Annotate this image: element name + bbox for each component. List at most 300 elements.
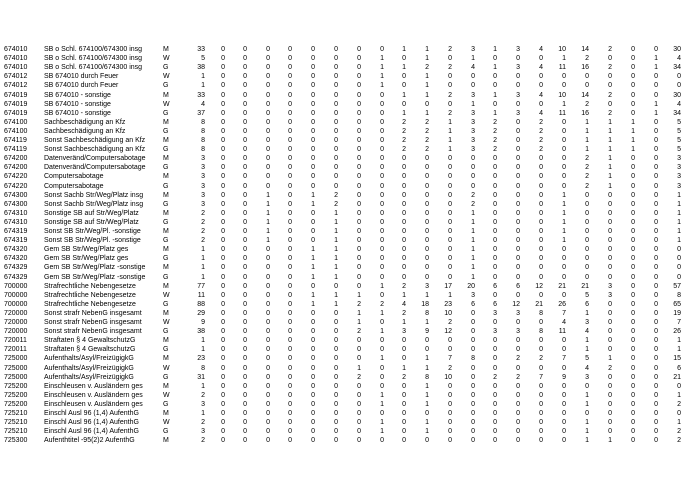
count-cell: 2: [201, 218, 205, 226]
count-cell: 0: [334, 282, 338, 290]
count-cell: 0: [448, 164, 452, 172]
count-cell: 0: [311, 91, 315, 99]
count-cell: 0: [516, 291, 520, 299]
count-cell: 2: [493, 146, 497, 154]
count-cell: 0: [288, 91, 292, 99]
offense-label: Sachbeschädigung an Kfz: [44, 127, 126, 135]
count-cell: 1: [608, 164, 612, 172]
count-cell: 0: [654, 255, 658, 263]
count-cell: 0: [631, 391, 635, 399]
count-cell: 0: [266, 300, 270, 308]
count-cell: 0: [334, 346, 338, 354]
count-cell: 0: [516, 337, 520, 345]
offense-label: Straftaten § 4 GewaltschutzG: [44, 346, 136, 354]
count-cell: 0: [243, 209, 247, 217]
offense-label: Datenveränd/Computersabotage: [44, 164, 146, 172]
offense-label: Gem SB Str/Weg/Platz -sonstige: [44, 264, 146, 272]
count-cell: 0: [425, 182, 429, 190]
count-cell: 0: [516, 410, 520, 417]
count-cell: 1: [677, 191, 681, 199]
count-cell: 0: [243, 55, 247, 63]
count-cell: 0: [311, 437, 315, 445]
count-cell: 0: [493, 246, 497, 254]
table-row: [0, 382, 700, 391]
count-cell: 1: [380, 419, 384, 427]
count-cell: 2: [539, 137, 543, 144]
count-cell: 0: [357, 200, 361, 208]
count-cell: 0: [654, 246, 658, 254]
count-cell: 0: [539, 55, 543, 63]
count-cell: 0: [311, 319, 315, 326]
count-cell: 1: [201, 246, 205, 254]
count-cell: 0: [221, 127, 225, 135]
offense-code: 674119: [4, 137, 27, 144]
count-cell: 0: [608, 73, 612, 81]
count-cell: 0: [357, 355, 361, 363]
count-cell: 0: [221, 137, 225, 144]
count-cell: 0: [516, 155, 520, 163]
count-cell: 0: [631, 164, 635, 172]
count-cell: 0: [425, 200, 429, 208]
count-cell: 0: [654, 91, 658, 99]
count-cell: 0: [493, 82, 497, 90]
count-cell: 0: [311, 64, 315, 72]
count-cell: 0: [266, 364, 270, 372]
count-cell: 0: [539, 255, 543, 263]
count-cell: 0: [402, 173, 406, 181]
count-cell: 0: [311, 182, 315, 190]
count-cell: 0: [539, 264, 543, 272]
count-cell: 1: [562, 191, 566, 199]
count-cell: 1: [654, 100, 658, 108]
count-cell: 0: [221, 328, 225, 336]
count-cell: 0: [631, 364, 635, 372]
count-cell: 0: [221, 146, 225, 154]
count-cell: 1: [562, 55, 566, 63]
count-cell: 0: [334, 309, 338, 317]
count-cell: 1: [311, 191, 315, 199]
offense-label: Datenveränd/Computersabotage: [44, 155, 146, 163]
sex-code: M: [163, 337, 169, 345]
count-cell: 1: [357, 319, 361, 326]
count-cell: 0: [334, 419, 338, 427]
count-cell: 0: [243, 218, 247, 226]
count-cell: 0: [631, 355, 635, 363]
count-cell: 0: [516, 255, 520, 263]
offense-label: Sachbeschädigung an Kfz: [44, 118, 126, 126]
count-cell: 0: [585, 82, 589, 90]
count-cell: 0: [631, 91, 635, 99]
count-cell: 0: [631, 155, 635, 163]
count-cell: 0: [425, 164, 429, 172]
table-row: [0, 354, 700, 363]
count-cell: 0: [221, 173, 225, 181]
count-cell: 0: [539, 209, 543, 217]
count-cell: 1: [493, 64, 497, 72]
count-cell: 5: [677, 137, 681, 144]
count-cell: 0: [493, 391, 497, 399]
count-cell: 0: [516, 182, 520, 190]
count-cell: 0: [357, 209, 361, 217]
count-cell: 0: [334, 400, 338, 408]
count-cell: 0: [221, 264, 225, 272]
count-cell: 0: [448, 155, 452, 163]
count-cell: 2: [585, 173, 589, 181]
count-cell: 0: [288, 182, 292, 190]
count-cell: 1: [402, 291, 406, 299]
count-cell: 0: [380, 237, 384, 245]
count-cell: 0: [266, 282, 270, 290]
count-cell: 0: [357, 55, 361, 63]
count-cell: 1: [608, 137, 612, 144]
count-cell: 0: [493, 191, 497, 199]
offense-code: 674119: [4, 146, 27, 154]
count-cell: 0: [425, 337, 429, 345]
count-cell: 0: [334, 137, 338, 144]
table-row: [0, 100, 700, 109]
count-cell: 0: [334, 146, 338, 154]
count-cell: 0: [471, 328, 475, 336]
count-cell: 0: [402, 391, 406, 399]
count-cell: 2: [448, 364, 452, 372]
count-cell: 0: [493, 55, 497, 63]
count-cell: 0: [402, 410, 406, 417]
count-cell: 0: [471, 400, 475, 408]
count-cell: 0: [288, 118, 292, 126]
count-cell: 3: [516, 328, 520, 336]
offense-label: SB 674010 - sonstige: [44, 100, 111, 108]
count-cell: 0: [402, 428, 406, 436]
count-cell: 0: [562, 137, 566, 144]
count-cell: 0: [493, 100, 497, 108]
count-cell: 37: [197, 109, 205, 117]
count-cell: 2: [357, 373, 361, 381]
count-cell: 0: [539, 391, 543, 399]
count-cell: 0: [311, 337, 315, 345]
table-row: [0, 209, 700, 218]
count-cell: 19: [673, 309, 681, 317]
offense-label: Sonst SB Str/Weg/Pl. -sonstige: [44, 237, 141, 245]
count-cell: 0: [243, 391, 247, 399]
count-cell: 0: [493, 155, 497, 163]
count-cell: 0: [631, 264, 635, 272]
count-cell: 0: [380, 218, 384, 226]
offense-code: 725210: [4, 419, 28, 427]
count-cell: 0: [380, 410, 384, 417]
count-cell: 0: [539, 400, 543, 408]
count-cell: 1: [562, 100, 566, 108]
offense-code: 725210: [4, 410, 28, 417]
count-cell: 0: [221, 255, 225, 263]
count-cell: 0: [243, 127, 247, 135]
count-cell: 1: [425, 291, 429, 299]
count-cell: 21: [673, 373, 681, 381]
count-cell: 0: [654, 364, 658, 372]
count-cell: 0: [288, 328, 292, 336]
count-cell: 0: [221, 164, 225, 172]
count-cell: 0: [677, 382, 681, 390]
count-cell: 0: [654, 282, 658, 290]
count-cell: 0: [608, 410, 612, 417]
offense-label: Sonstige SB auf Str/Weg/Platz: [44, 218, 139, 226]
count-cell: 1: [402, 364, 406, 372]
count-cell: 0: [266, 373, 270, 381]
sex-code: G: [163, 164, 169, 172]
count-cell: 0: [288, 400, 292, 408]
count-cell: 1: [266, 200, 270, 208]
count-cell: 0: [243, 164, 247, 172]
table-row: [0, 191, 700, 200]
count-cell: 0: [493, 255, 497, 263]
offense-code: 674319: [4, 237, 28, 245]
count-cell: 0: [402, 100, 406, 108]
count-cell: 0: [221, 319, 225, 326]
offense-label: Sonst strafr NebenG insgesamt: [44, 328, 142, 336]
count-cell: 1: [493, 109, 497, 117]
count-cell: 0: [516, 146, 520, 154]
count-cell: 0: [334, 437, 338, 445]
count-cell: 0: [243, 264, 247, 272]
offense-code: 674220: [4, 173, 28, 181]
count-cell: 1: [311, 246, 315, 254]
count-cell: 0: [334, 127, 338, 135]
count-cell: 2: [539, 127, 543, 135]
count-cell: 1: [631, 137, 635, 144]
count-cell: 0: [493, 200, 497, 208]
count-cell: 3: [201, 428, 205, 436]
count-cell: 2: [402, 137, 406, 144]
count-cell: 7: [539, 373, 543, 381]
count-cell: 0: [357, 419, 361, 427]
count-cell: 0: [380, 100, 384, 108]
count-cell: 0: [448, 182, 452, 190]
sex-code: G: [163, 64, 169, 72]
count-cell: 0: [288, 391, 292, 399]
count-cell: 0: [221, 191, 225, 199]
count-cell: 1: [585, 346, 589, 354]
count-cell: 0: [221, 209, 225, 217]
count-cell: 1: [608, 437, 612, 445]
count-cell: 0: [493, 164, 497, 172]
count-cell: 1: [201, 382, 205, 390]
count-cell: 7: [562, 355, 566, 363]
offense-code: 720011: [4, 346, 27, 354]
count-cell: 0: [516, 228, 520, 235]
count-cell: 0: [266, 255, 270, 263]
table-row: [0, 227, 700, 236]
count-cell: 0: [402, 419, 406, 427]
count-cell: 2: [585, 182, 589, 190]
count-cell: 3: [201, 164, 205, 172]
count-cell: 7: [448, 355, 452, 363]
count-cell: 0: [357, 127, 361, 135]
count-cell: 1: [631, 127, 635, 135]
count-cell: 0: [471, 346, 475, 354]
count-cell: 0: [631, 46, 635, 53]
count-cell: 0: [266, 91, 270, 99]
count-cell: 0: [677, 73, 681, 81]
count-cell: 3: [677, 173, 681, 181]
sex-code: G: [163, 373, 169, 381]
count-cell: 0: [493, 218, 497, 226]
count-cell: 1: [380, 64, 384, 72]
count-cell: 0: [471, 73, 475, 81]
count-cell: 1: [471, 55, 475, 63]
count-cell: 0: [266, 182, 270, 190]
count-cell: 0: [402, 164, 406, 172]
count-cell: 1: [201, 410, 205, 417]
offense-code: 674019: [4, 100, 28, 108]
count-cell: 0: [243, 118, 247, 126]
count-cell: 0: [357, 346, 361, 354]
sex-code: M: [163, 410, 169, 417]
count-cell: 0: [334, 355, 338, 363]
count-cell: 0: [402, 237, 406, 245]
count-cell: 0: [288, 410, 292, 417]
count-cell: 0: [631, 319, 635, 326]
count-cell: 0: [562, 346, 566, 354]
count-cell: 0: [539, 218, 543, 226]
count-cell: 1: [334, 255, 338, 263]
count-cell: 0: [471, 182, 475, 190]
count-cell: 0: [243, 419, 247, 427]
count-cell: 0: [608, 82, 612, 90]
count-cell: 3: [677, 182, 681, 190]
count-cell: 1: [311, 255, 315, 263]
count-cell: 0: [334, 364, 338, 372]
count-cell: 1: [402, 91, 406, 99]
count-cell: 0: [631, 337, 635, 345]
count-cell: 10: [558, 46, 566, 53]
count-cell: 0: [266, 246, 270, 254]
count-cell: 1: [380, 55, 384, 63]
table-row: [0, 300, 700, 309]
count-cell: 0: [516, 264, 520, 272]
count-cell: 0: [288, 319, 292, 326]
count-cell: 0: [585, 410, 589, 417]
offense-label: Strafrechtliche Nebengesetze: [44, 300, 136, 308]
count-cell: 0: [380, 228, 384, 235]
count-cell: 0: [380, 373, 384, 381]
count-cell: 0: [539, 155, 543, 163]
count-cell: 5: [201, 55, 205, 63]
count-cell: 0: [654, 309, 658, 317]
offense-label: Computersabotage: [44, 182, 104, 190]
count-cell: 0: [631, 309, 635, 317]
count-cell: 0: [516, 127, 520, 135]
count-cell: 0: [402, 200, 406, 208]
count-cell: 3: [471, 146, 475, 154]
count-cell: 0: [471, 319, 475, 326]
count-cell: 10: [444, 373, 452, 381]
count-cell: 2: [334, 200, 338, 208]
count-cell: 0: [471, 410, 475, 417]
count-cell: 0: [221, 200, 225, 208]
count-cell: 0: [402, 73, 406, 81]
count-cell: 0: [311, 400, 315, 408]
count-cell: 10: [444, 309, 452, 317]
count-cell: 0: [562, 428, 566, 436]
count-cell: 0: [243, 200, 247, 208]
count-cell: 8: [425, 373, 429, 381]
count-cell: 0: [539, 191, 543, 199]
count-cell: 0: [608, 246, 612, 254]
sex-code: M: [163, 191, 169, 199]
count-cell: 1: [677, 419, 681, 427]
count-cell: 0: [654, 400, 658, 408]
count-cell: 0: [311, 391, 315, 399]
count-cell: 0: [221, 300, 225, 308]
count-cell: 0: [539, 346, 543, 354]
count-cell: 0: [288, 364, 292, 372]
count-cell: 0: [608, 309, 612, 317]
count-cell: 1: [425, 91, 429, 99]
count-cell: 0: [402, 191, 406, 199]
count-cell: 0: [288, 127, 292, 135]
count-cell: 1: [448, 137, 452, 144]
count-cell: 3: [201, 400, 205, 408]
count-cell: 0: [311, 100, 315, 108]
count-cell: 1: [448, 146, 452, 154]
table-row: [0, 373, 700, 382]
count-cell: 2: [493, 118, 497, 126]
count-cell: 0: [266, 82, 270, 90]
sex-code: G: [163, 237, 169, 245]
count-cell: 0: [448, 173, 452, 181]
sex-code: G: [163, 182, 169, 190]
count-cell: 0: [357, 164, 361, 172]
count-cell: 0: [493, 364, 497, 372]
count-cell: 1: [425, 419, 429, 427]
sex-code: G: [163, 146, 169, 154]
count-cell: 0: [357, 91, 361, 99]
count-cell: 0: [493, 337, 497, 345]
count-cell: 1: [585, 437, 589, 445]
count-cell: 0: [608, 100, 612, 108]
count-cell: 0: [221, 237, 225, 245]
count-cell: 0: [380, 382, 384, 390]
table-row: [0, 200, 700, 209]
count-cell: 3: [471, 127, 475, 135]
sex-code: M: [163, 437, 169, 445]
offense-label: Einschl Ausl 96 (1,4) AufenthG: [44, 419, 139, 427]
count-cell: 2: [448, 64, 452, 72]
count-cell: 2: [608, 109, 612, 117]
count-cell: 0: [311, 309, 315, 317]
count-cell: 0: [221, 218, 225, 226]
count-cell: 0: [425, 346, 429, 354]
count-cell: 2: [448, 91, 452, 99]
count-cell: 15: [673, 355, 681, 363]
count-cell: 0: [357, 255, 361, 263]
sex-code: M: [163, 264, 169, 272]
count-cell: 1: [357, 309, 361, 317]
count-cell: 1: [585, 127, 589, 135]
count-cell: 0: [471, 382, 475, 390]
count-cell: 0: [243, 273, 247, 281]
count-cell: 0: [243, 191, 247, 199]
count-cell: 0: [221, 400, 225, 408]
offense-code: 674200: [4, 155, 28, 163]
count-cell: 1: [334, 218, 338, 226]
count-cell: 1: [266, 209, 270, 217]
count-cell: 0: [243, 428, 247, 436]
count-cell: 0: [334, 173, 338, 181]
count-cell: 0: [631, 200, 635, 208]
count-cell: 0: [288, 200, 292, 208]
table-row: [0, 136, 700, 145]
count-cell: 1: [677, 237, 681, 245]
